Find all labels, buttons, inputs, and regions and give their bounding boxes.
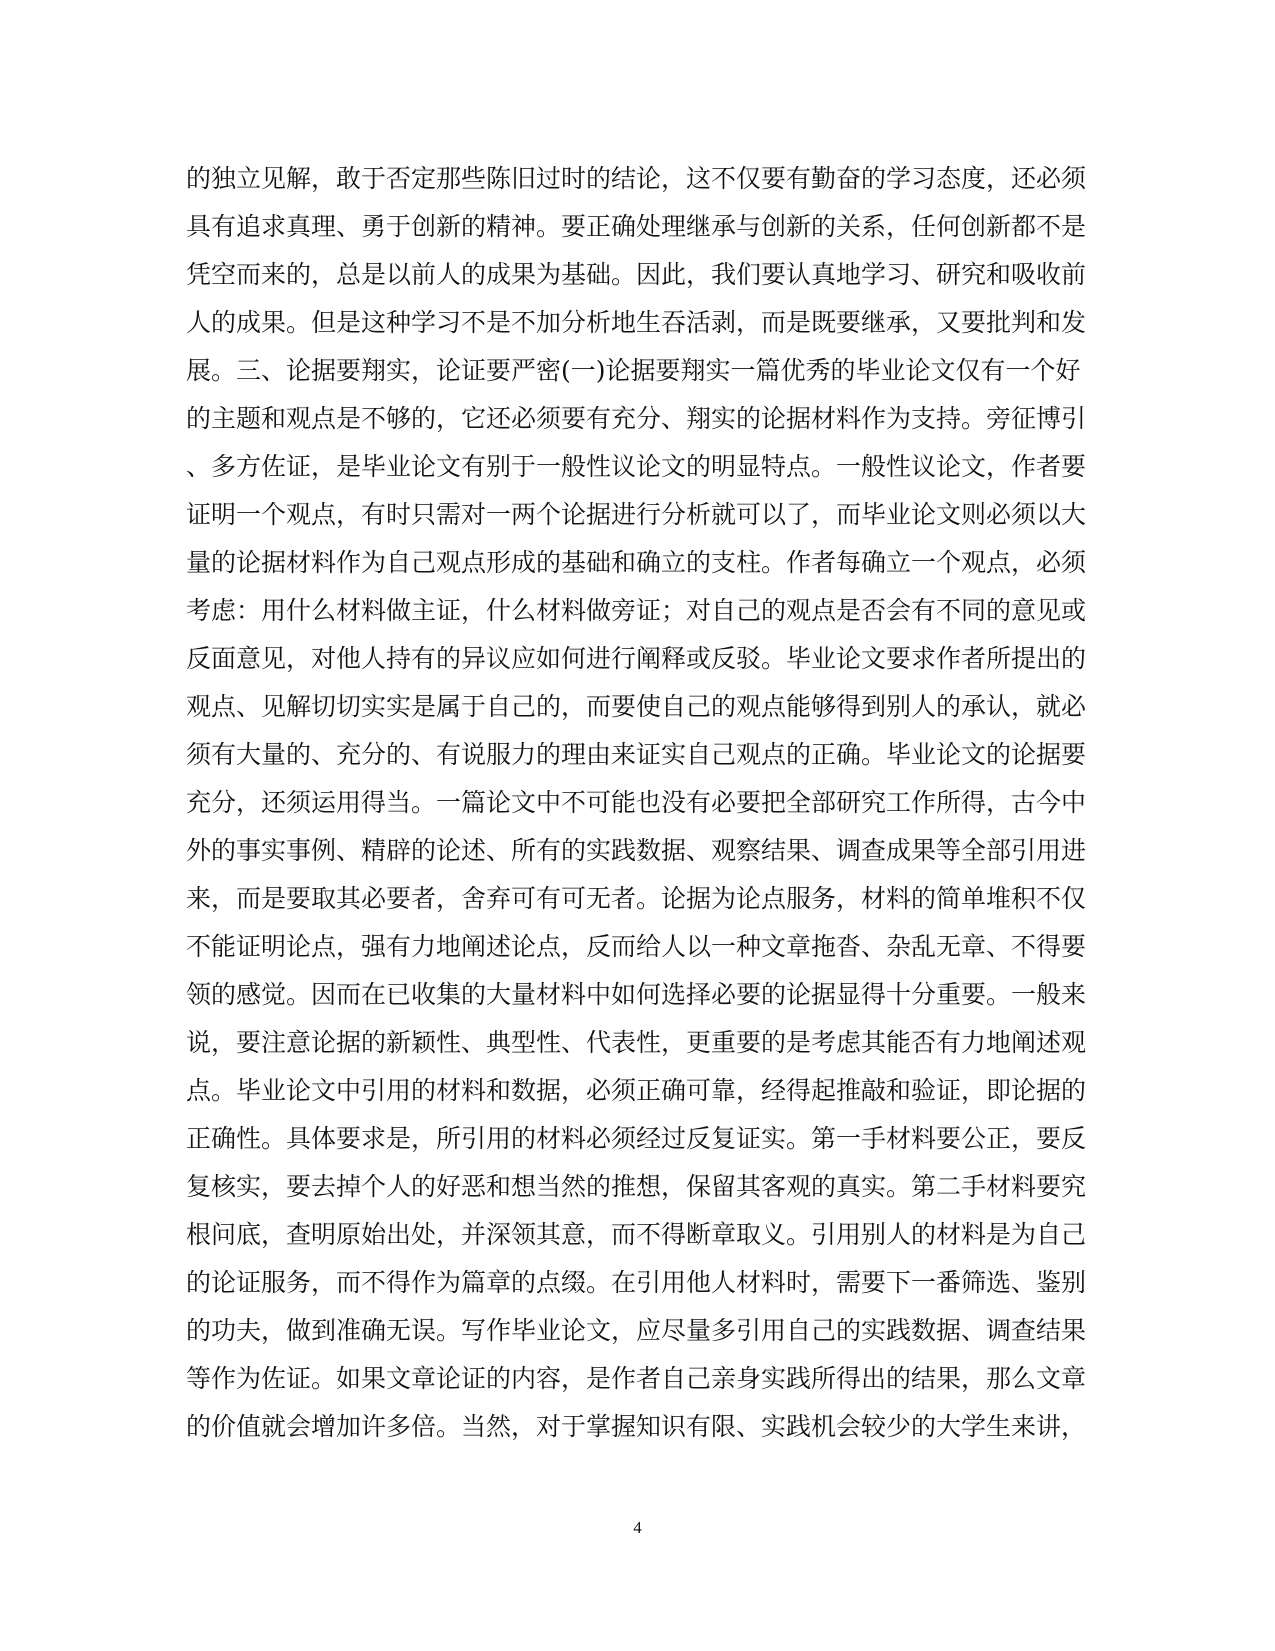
body-text — [186, 155, 1086, 1451]
text-line: 凭空而来的，总是以前人的成果为基础。因此，我们要认真地学习、研究和吸收前 — [186, 260, 1087, 289]
text-line: 点。毕业论文中引用的材料和数据，必须正确可靠，经得起推敲和验证，即论据的 — [186, 1076, 1087, 1105]
text-line: 的价值就会增加许多倍。当然，对于掌握知识有限、实践机会较少的大学生来讲， — [186, 1412, 1087, 1441]
text-line: 等作为佐证。如果文章论证的内容，是作者自己亲身实践所得出的结果，那么文章 — [186, 1364, 1087, 1393]
text-line: 考虑：用什么材料做主证，什么材料做旁证；对自己的观点是否会有不同的意见或 — [186, 596, 1087, 625]
text-line: 充分，还须运用得当。一篇论文中不可能也没有必要把全部研究工作所得，古今中 — [186, 788, 1087, 817]
text-line: 具有追求真理、勇于创新的精神。要正确处理继承与创新的关系，任何创新都不是 — [186, 212, 1087, 241]
text-line: 、多方佐证，是毕业论文有别于一般性议论文的明显特点。一般性议论文，作者要 — [186, 452, 1087, 481]
text-line: 的主题和观点是不够的，它还必须要有充分、翔实的论据材料作为支持。旁征博引 — [186, 404, 1087, 433]
text-line: 的论证服务，而不得作为篇章的点缀。在引用他人材料时，需要下一番筛选、鉴别 — [186, 1268, 1087, 1297]
text-line: 的功夫，做到准确无误。写作毕业论文，应尽量多引用自己的实践数据、调查结果 — [186, 1316, 1087, 1345]
text-line: 反面意见，对他人持有的异议应如何进行阐释或反驳。毕业论文要求作者所提出的 — [186, 644, 1087, 673]
text-line: 来，而是要取其必要者，舍弃可有可无者。论据为论点服务，材料的简单堆积不仅 — [186, 884, 1087, 913]
text-line: 人的成果。但是这种学习不是不加分析地生吞活剥，而是既要继承，又要批判和发 — [186, 308, 1087, 337]
text-line: 展。三、论据要翔实，论证要严密(一)论据要翔实一篇优秀的毕业论文仅有一个好 — [186, 356, 1081, 385]
text-line: 须有大量的、充分的、有说服力的理由来证实自己观点的正确。毕业论文的论据要 — [186, 740, 1087, 769]
text-line: 观点、见解切切实实是属于自己的，而要使自己的观点能够得到别人的承认，就必 — [186, 692, 1087, 721]
text-line: 正确性。具体要求是，所引用的材料必须经过反复证实。第一手材料要公正，要反 — [186, 1124, 1087, 1153]
text-line: 说，要注意论据的新颖性、典型性、代表性，更重要的是考虑其能否有力地阐述观 — [186, 1028, 1087, 1057]
text-line: 根问底，查明原始出处，并深领其意，而不得断章取义。引用别人的材料是为自己 — [186, 1220, 1087, 1249]
text-line: 领的感觉。因而在已收集的大量材料中如何选择必要的论据显得十分重要。一般来 — [186, 980, 1087, 1009]
text-line: 证明一个观点，有时只需对一两个论据进行分析就可以了，而毕业论文则必须以大 — [186, 500, 1087, 529]
text-line: 复核实，要去掉个人的好恶和想当然的推想，保留其客观的真实。第二手材料要究 — [186, 1172, 1087, 1201]
text-line: 不能证明论点，强有力地阐述论点，反而给人以一种文章拖沓、杂乱无章、不得要 — [186, 932, 1087, 961]
text-line: 的独立见解，敢于否定那些陈旧过时的结论，这不仅要有勤奋的学习态度，还必须 — [186, 164, 1087, 193]
text-line: 外的事实事例、精辟的论述、所有的实践数据、观察结果、调查成果等全部引用进 — [186, 836, 1087, 865]
page-number: 4 — [633, 1518, 642, 1537]
text-line: 量的论据材料作为自己观点形成的基础和确立的支柱。作者每确立一个观点，必须 — [186, 548, 1087, 577]
